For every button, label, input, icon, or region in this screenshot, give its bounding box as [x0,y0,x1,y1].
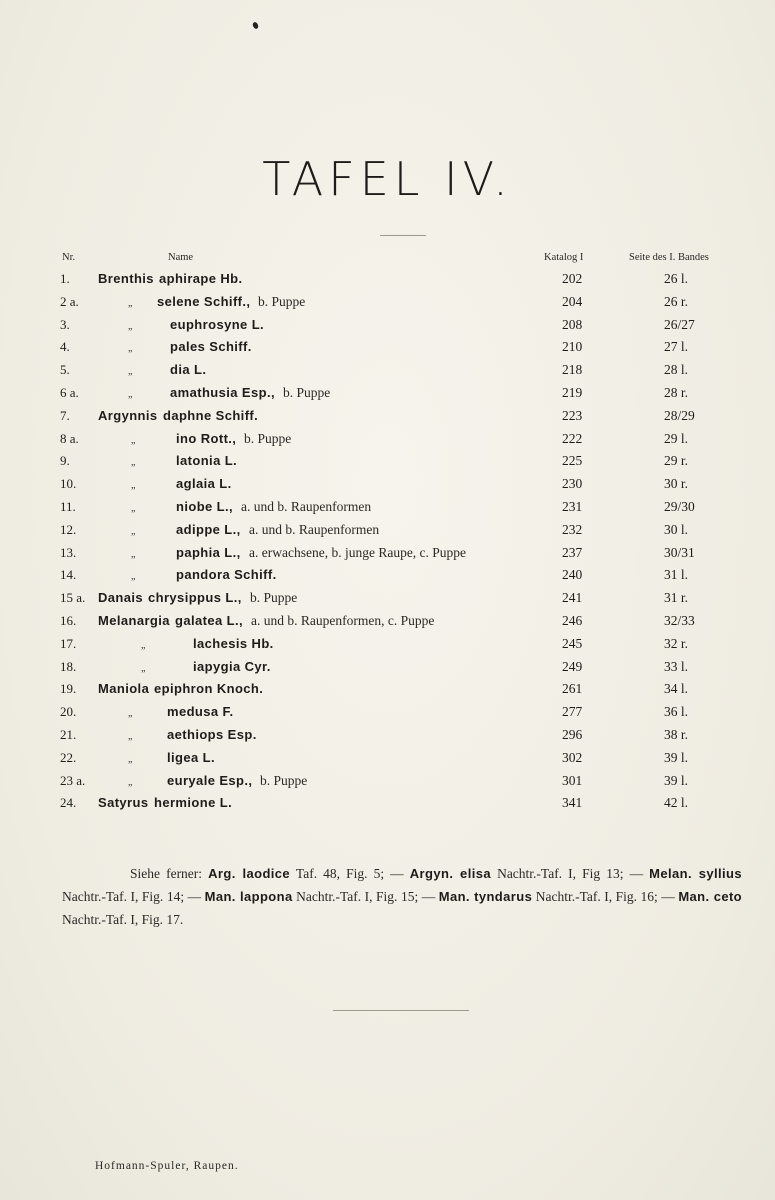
imprint: Hofmann-Spuler, Raupen. [95,1160,239,1172]
header-nr: Nr. [62,252,76,263]
page-reference: 27 l. [664,339,689,355]
page-reference: 32/33 [664,612,695,628]
row-number: 20. [60,704,77,720]
ditto-mark: „ [128,753,133,765]
ditto-mark: „ [128,320,133,332]
title-divider [380,235,426,236]
row-number: 7. [60,407,70,423]
species-reference: Argyn. elisa [409,866,491,881]
ditto-mark: „ [128,388,133,400]
row-number: 6 a. [60,384,79,400]
ditto-mark: „ [128,776,133,788]
row-number: 18. [60,658,77,674]
row-number: 2 a. [60,293,79,309]
species-name: epiphron Knoch. [154,681,264,697]
page-reference: 30 r. [664,476,689,492]
stage-note: b. Puppe [258,293,306,309]
ditto-mark: „ [141,662,146,674]
footnote-text: Taf. 48, Fig. 5; — [290,866,410,881]
table-row [0,450,775,473]
page-reference: 26 l. [664,271,689,286]
ditto-mark: „ [131,434,136,446]
species-name: hermione L. [154,795,233,811]
species-reference: Arg. laodice [208,866,291,881]
species-reference: Man. tyndarus [438,889,533,904]
table-row [0,428,775,451]
page-reference: 28 r. [664,384,689,400]
katalog-number: 249 [562,658,583,674]
ditto-mark: „ [128,343,133,355]
species-name: ino Rott., [176,430,237,446]
page-reference: 39 l. [664,772,689,788]
species-reference: Man. ceto [678,889,743,904]
katalog-number: 204 [562,293,583,309]
species-name: selene Schiff., [157,293,251,309]
page-reference: 26/27 [664,316,695,332]
footnote-text: Nachtr.-Taf. I, Fig. 14; — [62,889,205,904]
katalog-number: 245 [562,635,583,651]
table-row [0,519,775,542]
page-reference: 31 l. [664,567,689,583]
species-name: lachesis Hb. [193,635,274,651]
page-reference: 31 r. [664,590,689,606]
genus-name: Danais [98,590,144,606]
table-row [0,564,775,587]
table-row [0,336,775,359]
species-name: euphrosyne L. [170,316,265,332]
ditto-mark: „ [128,297,133,309]
row-number: 13. [60,544,77,560]
ditto-mark: „ [131,525,136,537]
katalog-number: 210 [562,339,583,355]
katalog-number: 261 [562,681,583,697]
species-reference: Melan. syllius [649,866,742,881]
page-reference: 30/31 [664,544,695,560]
page-reference: 29 r. [664,453,689,469]
page-reference: 34 l. [664,681,689,697]
species-reference: Man. lappona [204,889,293,904]
ditto-mark: „ [128,366,133,378]
footnote-text: Siehe ferner: [130,866,209,881]
table-row [0,314,775,337]
genus-name: Argynnis [98,407,158,423]
row-number: 16. [60,612,77,628]
header-katalog: Katalog I [544,252,584,263]
katalog-number: 231 [562,498,583,514]
table-row [0,792,775,815]
stage-note: b. Puppe [283,384,331,400]
table-row [0,268,775,291]
genus-name: Brenthis [98,271,154,286]
row-number: 17. [60,635,77,651]
row-number: 1. [60,271,70,286]
species-name: amathusia Esp., [170,384,275,400]
katalog-number: 302 [562,749,583,765]
row-number: 14. [60,567,77,583]
katalog-number: 232 [562,521,583,537]
see-also-note [62,862,742,931]
katalog-number: 219 [562,384,583,400]
species-name: chrysippus L., [148,590,242,606]
species-name: galatea L., [175,612,243,628]
table-row [0,724,775,747]
row-number: 12. [60,521,77,537]
table-row [0,701,775,724]
katalog-number: 301 [562,772,583,788]
genus-name: Maniola [98,681,150,697]
row-number: 9. [60,453,70,469]
katalog-number: 225 [562,453,583,469]
stage-note: b. Puppe [250,590,298,606]
page-reference: 36 l. [664,704,689,720]
species-name: aglaia L. [176,476,232,492]
page-reference: 29/30 [664,498,695,514]
table-row [0,291,775,314]
stage-note: a. erwachsene, b. junge Raupe, c. Puppe [249,544,467,560]
table-row [0,473,775,496]
page-reference: 38 r. [664,726,689,742]
bottom-divider [333,1010,469,1011]
table-row [0,359,775,382]
katalog-number: 222 [562,430,583,446]
ditto-mark: „ [131,480,136,492]
ditto-mark: „ [141,639,146,651]
stage-note: b. Puppe [244,430,292,446]
page-reference: 32 r. [664,635,689,651]
species-name: adippe L., [176,521,241,537]
table-row [0,633,775,656]
row-number: 19. [60,681,77,697]
page-reference: 33 l. [664,658,689,674]
katalog-number: 240 [562,567,583,583]
table-row [0,770,775,793]
stage-note: a. und b. Raupenformen, c. Puppe [251,612,435,628]
page-reference: 29 l. [664,430,689,446]
species-table [0,268,775,815]
katalog-number: 277 [562,704,583,720]
header-name: Name [168,252,194,263]
katalog-number: 223 [562,407,583,423]
genus-name: Satyrus [98,795,149,811]
species-name: pales Schiff. [170,339,252,355]
table-row [0,747,775,770]
species-name: pandora Schiff. [176,567,277,583]
ditto-mark: „ [128,708,133,720]
species-name: iapygia Cyr. [193,658,271,674]
katalog-number: 208 [562,316,583,332]
table-row [0,382,775,405]
katalog-number: 246 [562,612,583,628]
row-number: 8 a. [60,430,79,446]
row-number: 4. [60,339,70,355]
table-row [0,656,775,679]
katalog-number: 202 [562,271,583,286]
footnote-text: Nachtr.-Taf. I, Fig. 16; — [532,889,679,904]
header-seite: Seite des I. Bandes [629,252,709,263]
katalog-number: 296 [562,726,583,742]
row-number: 10. [60,476,77,492]
page-reference: 26 r. [664,293,689,309]
species-name: paphia L., [176,544,241,560]
row-number: 3. [60,316,70,332]
page-reference: 42 l. [664,795,689,811]
ditto-mark: „ [131,548,136,560]
row-number: 22. [60,749,77,765]
katalog-number: 230 [562,476,583,492]
ditto-mark: „ [131,571,136,583]
footnote-text: Nachtr.-Taf. I, Fig. 17. [62,912,184,927]
table-row [0,587,775,610]
species-name: daphne Schiff. [163,407,259,423]
page-reference: 30 l. [664,521,689,537]
page-reference: 28 l. [664,362,689,378]
footnote-text: Nachtr.-Taf. I, Fig. 15; — [292,889,439,904]
species-name: aethiops Esp. [167,726,257,742]
page-reference: 39 l. [664,749,689,765]
species-name: medusa F. [167,704,234,720]
ink-speck [252,21,259,29]
genus-name: Melanargia [98,612,170,628]
table-row [0,542,775,565]
species-name: aphirape Hb. [159,271,243,286]
species-name: euryale Esp., [167,772,253,788]
species-name: niobe L., [176,498,234,514]
row-number: 23 a. [60,772,86,788]
katalog-number: 241 [562,590,583,606]
table-row [0,405,775,428]
species-name: latonia L. [176,453,238,469]
species-name: dia L. [170,362,207,378]
stage-note: a. und b. Raupenformen [249,521,380,537]
ditto-mark: „ [131,457,136,469]
katalog-number: 237 [562,544,583,560]
stage-note: b. Puppe [260,772,308,788]
table-row [0,678,775,701]
row-number: 21. [60,726,77,742]
species-name: ligea L. [167,749,215,765]
row-number: 24. [60,795,77,811]
ditto-mark: „ [128,730,133,742]
page-reference: 28/29 [664,407,695,423]
plate-title: TAFEL IV. [262,152,513,206]
footnote-text: Nachtr.-Taf. I, Fig 13; — [490,866,650,881]
row-number: 5. [60,362,70,378]
ditto-mark: „ [131,502,136,514]
row-number: 15 a. [60,590,86,606]
table-row [0,496,775,519]
katalog-number: 218 [562,362,583,378]
katalog-number: 341 [562,795,583,811]
stage-note: a. und b. Raupenformen [241,498,372,514]
table-row [0,610,775,633]
row-number: 11. [60,498,76,514]
